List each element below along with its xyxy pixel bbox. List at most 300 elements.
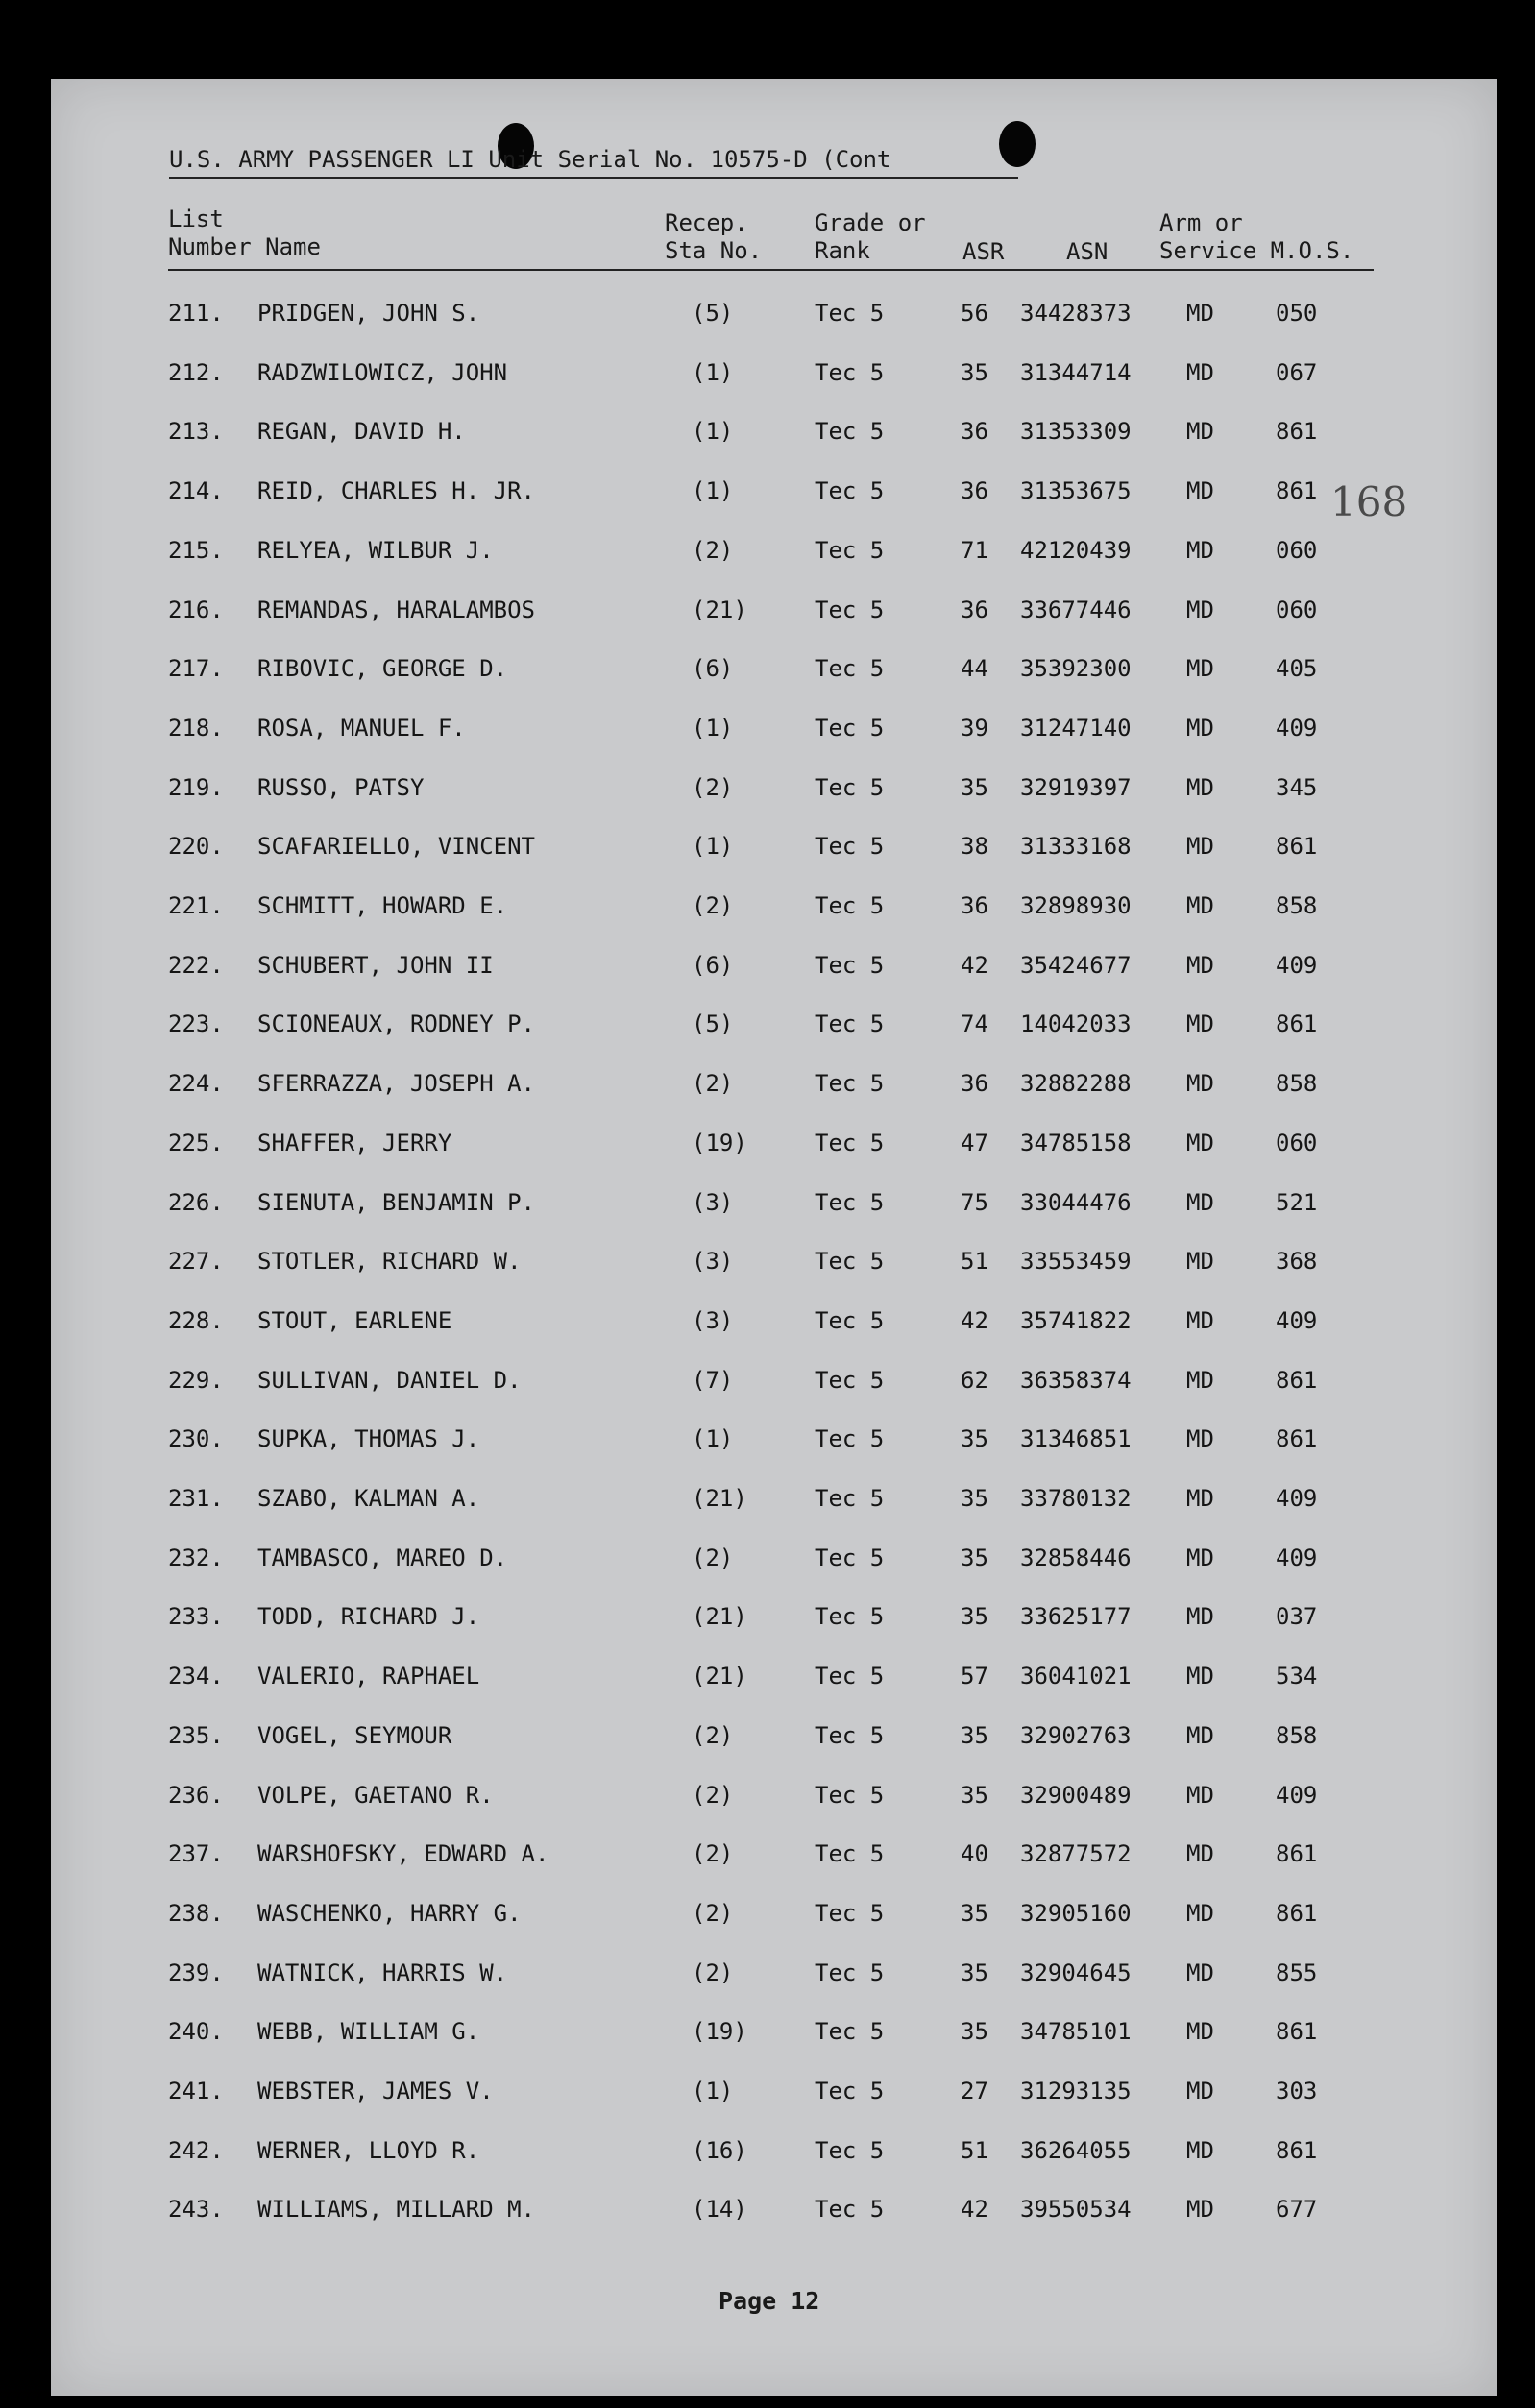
army-serial-number: 33625177 xyxy=(1020,1603,1132,1631)
arm-service: MD xyxy=(1186,1663,1214,1690)
table-row xyxy=(0,1189,1535,1218)
grade-rank: Tec 5 xyxy=(815,1781,885,1809)
arm-service: MD xyxy=(1186,1425,1214,1453)
mos-code: 855 xyxy=(1276,1958,1318,1986)
passenger-name: VOGEL, SEYMOUR xyxy=(257,1721,452,1749)
arm-service: MD xyxy=(1186,596,1214,623)
grade-rank: Tec 5 xyxy=(815,1010,885,1038)
passenger-name: SHAFFER, JERRY xyxy=(257,1129,452,1156)
header-rule xyxy=(168,269,1374,271)
table-row xyxy=(0,892,1535,921)
row-number: 240. xyxy=(168,2018,224,2046)
reception-station: (2) xyxy=(692,1544,734,1571)
col-header-arm-line2: Service M.O.S. xyxy=(1159,237,1354,264)
grade-rank: Tec 5 xyxy=(815,1485,885,1512)
asr-score: 35 xyxy=(961,1781,988,1809)
row-number: 227. xyxy=(168,1248,224,1276)
mos-code: 861 xyxy=(1276,1010,1318,1038)
reception-station: (16) xyxy=(692,2136,747,2164)
table-row xyxy=(0,2196,1535,2225)
mos-code: 067 xyxy=(1276,358,1318,386)
row-number: 213. xyxy=(168,418,224,446)
table-row xyxy=(0,1722,1535,1751)
arm-service: MD xyxy=(1186,2078,1214,2104)
arm-service: MD xyxy=(1186,1485,1214,1512)
table-row xyxy=(0,2078,1535,2106)
grade-rank: Tec 5 xyxy=(815,1899,885,1927)
grade-rank: Tec 5 xyxy=(815,1603,885,1631)
arm-service: MD xyxy=(1186,714,1214,742)
col-header-recep-line2: Sta No. xyxy=(665,237,763,264)
passenger-name: SCHUBERT, JOHN II xyxy=(257,951,494,979)
mos-code: 858 xyxy=(1276,1070,1318,1098)
asr-score: 40 xyxy=(961,1840,988,1868)
table-row xyxy=(0,1603,1535,1632)
asr-score: 38 xyxy=(961,833,988,861)
army-serial-number: 31344714 xyxy=(1020,358,1132,386)
grade-rank: Tec 5 xyxy=(815,655,885,683)
army-serial-number: 31333168 xyxy=(1020,833,1132,861)
arm-service: MD xyxy=(1186,1248,1214,1276)
passenger-name: REGAN, DAVID H. xyxy=(257,418,466,446)
table-row xyxy=(0,1307,1535,1336)
row-number: 229. xyxy=(168,1366,224,1394)
army-serial-number: 32904645 xyxy=(1020,1958,1132,1986)
asr-score: 51 xyxy=(961,1248,988,1276)
table-row xyxy=(0,1425,1535,1454)
table-row xyxy=(0,418,1535,447)
army-serial-number: 32919397 xyxy=(1020,773,1132,801)
row-number: 215. xyxy=(168,536,224,564)
arm-service: MD xyxy=(1186,418,1214,446)
table-row xyxy=(0,359,1535,388)
arm-service: MD xyxy=(1186,1958,1214,1986)
mos-code: 861 xyxy=(1276,1899,1318,1927)
reception-station: (5) xyxy=(692,1010,734,1038)
army-serial-number: 14042033 xyxy=(1020,1010,1132,1038)
arm-service: MD xyxy=(1186,1306,1214,1334)
army-serial-number: 42120439 xyxy=(1020,536,1132,564)
col-header-list-line1: List xyxy=(168,206,224,232)
asr-score: 35 xyxy=(961,1485,988,1512)
asr-score: 27 xyxy=(961,2078,988,2104)
arm-service: MD xyxy=(1186,951,1214,979)
table-row xyxy=(0,1367,1535,1396)
grade-rank: Tec 5 xyxy=(815,833,885,861)
passenger-name: WEBSTER, JAMES V. xyxy=(257,2078,494,2104)
asr-score: 56 xyxy=(961,300,988,327)
army-serial-number: 31293135 xyxy=(1020,2078,1132,2104)
passenger-name: SCAFARIELLO, VINCENT xyxy=(257,833,535,861)
reception-station: (1) xyxy=(692,833,734,861)
row-number: 217. xyxy=(168,655,224,683)
row-number: 214. xyxy=(168,477,224,505)
arm-service: MD xyxy=(1186,477,1214,505)
arm-service: MD xyxy=(1186,1188,1214,1216)
asr-score: 35 xyxy=(961,1544,988,1571)
passenger-name: STOUT, EARLENE xyxy=(257,1306,452,1334)
passenger-name: SCHMITT, HOWARD E. xyxy=(257,892,508,919)
grade-rank: Tec 5 xyxy=(815,1840,885,1868)
army-serial-number: 32877572 xyxy=(1020,1840,1132,1868)
mos-code: 521 xyxy=(1276,1188,1318,1216)
col-header-asr: ASR xyxy=(962,238,1005,265)
army-serial-number: 33677446 xyxy=(1020,596,1132,623)
grade-rank: Tec 5 xyxy=(815,1366,885,1394)
mos-code: 050 xyxy=(1276,300,1318,327)
army-serial-number: 36264055 xyxy=(1020,2136,1132,2164)
grade-rank: Tec 5 xyxy=(815,418,885,446)
row-number: 243. xyxy=(168,2196,224,2224)
grade-rank: Tec 5 xyxy=(815,951,885,979)
asr-score: 42 xyxy=(961,951,988,979)
army-serial-number: 31353675 xyxy=(1020,477,1132,505)
grade-rank: Tec 5 xyxy=(815,1544,885,1571)
reception-station: (21) xyxy=(692,1663,747,1690)
arm-service: MD xyxy=(1186,1070,1214,1098)
row-number: 241. xyxy=(168,2078,224,2104)
table-row xyxy=(0,1840,1535,1869)
grade-rank: Tec 5 xyxy=(815,1306,885,1334)
army-serial-number: 36358374 xyxy=(1020,1366,1132,1394)
row-number: 225. xyxy=(168,1129,224,1156)
passenger-name: WERNER, LLOYD R. xyxy=(257,2136,480,2164)
asr-score: 36 xyxy=(961,596,988,623)
reception-station: (1) xyxy=(692,2078,734,2104)
col-header-list-number xyxy=(168,206,321,261)
grade-rank: Tec 5 xyxy=(815,2078,885,2104)
grade-rank: Tec 5 xyxy=(815,1958,885,1986)
mos-code: 037 xyxy=(1276,1603,1318,1631)
army-serial-number: 33044476 xyxy=(1020,1188,1132,1216)
army-serial-number: 39550534 xyxy=(1020,2196,1132,2224)
reception-station: (1) xyxy=(692,714,734,742)
arm-service: MD xyxy=(1186,1840,1214,1868)
row-number: 221. xyxy=(168,892,224,919)
reception-station: (21) xyxy=(692,596,747,623)
grade-rank: Tec 5 xyxy=(815,536,885,564)
mos-code: 861 xyxy=(1276,2018,1318,2046)
row-number: 232. xyxy=(168,1544,224,1571)
page-number: Page 12 xyxy=(719,2287,820,2315)
mos-code: 409 xyxy=(1276,1485,1318,1512)
passenger-name: REMANDAS, HARALAMBOS xyxy=(257,596,535,623)
asr-score: 35 xyxy=(961,1425,988,1453)
col-header-recep-line1: Recep. xyxy=(665,209,748,236)
grade-rank: Tec 5 xyxy=(815,1663,885,1690)
asr-score: 35 xyxy=(961,1899,988,1927)
asr-score: 36 xyxy=(961,1070,988,1098)
table-row xyxy=(0,833,1535,862)
arm-service: MD xyxy=(1186,892,1214,919)
grade-rank: Tec 5 xyxy=(815,1129,885,1156)
table-row xyxy=(0,1070,1535,1099)
reception-station: (7) xyxy=(692,1366,734,1394)
asr-score: 51 xyxy=(961,2136,988,2164)
col-header-list-line2: Number Name xyxy=(168,233,321,260)
army-serial-number: 35741822 xyxy=(1020,1306,1132,1334)
mos-code: 861 xyxy=(1276,418,1318,446)
col-header-arm-line1: Arm or xyxy=(1159,209,1243,236)
asr-score: 47 xyxy=(961,1129,988,1156)
asr-score: 57 xyxy=(961,1663,988,1690)
table-row xyxy=(0,1663,1535,1691)
passenger-name: RUSSO, PATSY xyxy=(257,773,425,801)
grade-rank: Tec 5 xyxy=(815,358,885,386)
arm-service: MD xyxy=(1186,2196,1214,2224)
mos-code: 861 xyxy=(1276,477,1318,505)
table-row xyxy=(0,774,1535,803)
row-number: 237. xyxy=(168,1840,224,1868)
col-header-grade xyxy=(815,209,926,265)
reception-station: (1) xyxy=(692,477,734,505)
passenger-name: SIENUTA, BENJAMIN P. xyxy=(257,1188,535,1216)
army-serial-number: 31247140 xyxy=(1020,714,1132,742)
asr-score: 36 xyxy=(961,418,988,446)
row-number: 220. xyxy=(168,833,224,861)
asr-score: 62 xyxy=(961,1366,988,1394)
mos-code: 861 xyxy=(1276,1366,1318,1394)
table-row xyxy=(0,1782,1535,1811)
row-number: 238. xyxy=(168,1899,224,1927)
asr-score: 39 xyxy=(961,714,988,742)
grade-rank: Tec 5 xyxy=(815,1070,885,1098)
row-number: 231. xyxy=(168,1485,224,1512)
reception-station: (6) xyxy=(692,951,734,979)
asr-score: 35 xyxy=(961,1603,988,1631)
asr-score: 74 xyxy=(961,1010,988,1038)
row-number: 219. xyxy=(168,773,224,801)
passenger-name: SFERRAZZA, JOSEPH A. xyxy=(257,1070,535,1098)
passenger-name: REID, CHARLES H. JR. xyxy=(257,477,535,505)
reception-station: (21) xyxy=(692,1485,747,1512)
row-number: 242. xyxy=(168,2136,224,2164)
asr-score: 35 xyxy=(961,1721,988,1749)
row-number: 218. xyxy=(168,714,224,742)
asr-score: 35 xyxy=(961,2018,988,2046)
arm-service: MD xyxy=(1186,358,1214,386)
table-row xyxy=(0,477,1535,506)
passenger-name: STOTLER, RICHARD W. xyxy=(257,1248,522,1276)
document-title: U.S. ARMY PASSENGER LI Unit Serial No. 10575-D (Cont xyxy=(169,146,891,173)
asr-score: 75 xyxy=(961,1188,988,1216)
army-serial-number: 34785158 xyxy=(1020,1129,1132,1156)
passenger-name: WASCHENKO, HARRY G. xyxy=(257,1899,522,1927)
asr-score: 36 xyxy=(961,892,988,919)
arm-service: MD xyxy=(1186,1781,1214,1809)
row-number: 230. xyxy=(168,1425,224,1453)
asr-score: 44 xyxy=(961,655,988,683)
passenger-name: TODD, RICHARD J. xyxy=(257,1603,480,1631)
passenger-name: VALERIO, RAPHAEL xyxy=(257,1663,480,1690)
passenger-name: RIBOVIC, GEORGE D. xyxy=(257,655,508,683)
asr-score: 35 xyxy=(961,773,988,801)
reception-station: (5) xyxy=(692,300,734,327)
passenger-name: RELYEA, WILBUR J. xyxy=(257,536,494,564)
reception-station: (2) xyxy=(692,1958,734,1986)
mos-code: 405 xyxy=(1276,655,1318,683)
army-serial-number: 32898930 xyxy=(1020,892,1132,919)
arm-service: MD xyxy=(1186,1721,1214,1749)
grade-rank: Tec 5 xyxy=(815,2196,885,2224)
arm-service: MD xyxy=(1186,2136,1214,2164)
reception-station: (1) xyxy=(692,1425,734,1453)
passenger-name: SCIONEAUX, RODNEY P. xyxy=(257,1010,535,1038)
reception-station: (3) xyxy=(692,1248,734,1276)
army-serial-number: 32902763 xyxy=(1020,1721,1132,1749)
row-number: 212. xyxy=(168,358,224,386)
row-number: 223. xyxy=(168,1010,224,1038)
reception-station: (14) xyxy=(692,2196,747,2224)
reception-station: (21) xyxy=(692,1603,747,1631)
mos-code: 060 xyxy=(1276,1129,1318,1156)
reception-station: (3) xyxy=(692,1188,734,1216)
mos-code: 861 xyxy=(1276,833,1318,861)
army-serial-number: 31346851 xyxy=(1020,1425,1132,1453)
army-serial-number: 34428373 xyxy=(1020,300,1132,327)
arm-service: MD xyxy=(1186,655,1214,683)
asr-score: 35 xyxy=(961,1958,988,1986)
passenger-name: SUPKA, THOMAS J. xyxy=(257,1425,480,1453)
row-number: 233. xyxy=(168,1603,224,1631)
row-number: 211. xyxy=(168,300,224,327)
army-serial-number: 35424677 xyxy=(1020,951,1132,979)
reception-station: (2) xyxy=(692,1721,734,1749)
passenger-name: TAMBASCO, MAREO D. xyxy=(257,1544,508,1571)
table-row xyxy=(0,952,1535,981)
arm-service: MD xyxy=(1186,833,1214,861)
reception-station: (2) xyxy=(692,773,734,801)
army-serial-number: 31353309 xyxy=(1020,418,1132,446)
row-number: 236. xyxy=(168,1781,224,1809)
col-header-recep xyxy=(665,209,762,265)
handwritten-margin-note: 168 xyxy=(1330,478,1408,525)
table-row xyxy=(0,1959,1535,1988)
army-serial-number: 34785101 xyxy=(1020,2018,1132,2046)
mos-code: 858 xyxy=(1276,892,1318,919)
row-number: 224. xyxy=(168,1070,224,1098)
grade-rank: Tec 5 xyxy=(815,596,885,623)
asr-score: 42 xyxy=(961,1306,988,1334)
table-row xyxy=(0,300,1535,328)
arm-service: MD xyxy=(1186,1899,1214,1927)
passenger-name: VOLPE, GAETANO R. xyxy=(257,1781,494,1809)
mos-code: 409 xyxy=(1276,951,1318,979)
passenger-name: WEBB, WILLIAM G. xyxy=(257,2018,480,2046)
passenger-name: RADZWILOWICZ, JOHN xyxy=(257,358,508,386)
grade-rank: Tec 5 xyxy=(815,477,885,505)
passenger-name: ROSA, MANUEL F. xyxy=(257,714,466,742)
reception-station: (19) xyxy=(692,1129,747,1156)
mos-code: 060 xyxy=(1276,596,1318,623)
passenger-name: WATNICK, HARRIS W. xyxy=(257,1958,508,1986)
army-serial-number: 32900489 xyxy=(1020,1781,1132,1809)
grade-rank: Tec 5 xyxy=(815,892,885,919)
reception-station: (2) xyxy=(692,536,734,564)
grade-rank: Tec 5 xyxy=(815,2136,885,2164)
grade-rank: Tec 5 xyxy=(815,1721,885,1749)
grade-rank: Tec 5 xyxy=(815,773,885,801)
army-serial-number: 35392300 xyxy=(1020,655,1132,683)
reception-station: (1) xyxy=(692,358,734,386)
row-number: 216. xyxy=(168,596,224,623)
table-row xyxy=(0,715,1535,743)
mos-code: 345 xyxy=(1276,773,1318,801)
arm-service: MD xyxy=(1186,536,1214,564)
mos-code: 409 xyxy=(1276,1781,1318,1809)
reception-station: (2) xyxy=(692,1070,734,1098)
reception-station: (3) xyxy=(692,1306,734,1334)
mos-code: 861 xyxy=(1276,1425,1318,1453)
row-number: 235. xyxy=(168,1721,224,1749)
reception-station: (2) xyxy=(692,1840,734,1868)
reception-station: (2) xyxy=(692,1899,734,1927)
mos-code: 368 xyxy=(1276,1248,1318,1276)
table-row xyxy=(0,1545,1535,1573)
army-serial-number: 32882288 xyxy=(1020,1070,1132,1098)
col-header-arm xyxy=(1159,209,1353,265)
arm-service: MD xyxy=(1186,2018,1214,2046)
arm-service: MD xyxy=(1186,300,1214,327)
col-header-grade-line1: Grade or xyxy=(815,209,926,236)
mos-code: 861 xyxy=(1276,2136,1318,2164)
reception-station: (1) xyxy=(692,418,734,446)
reception-station: (2) xyxy=(692,892,734,919)
row-number: 226. xyxy=(168,1188,224,1216)
grade-rank: Tec 5 xyxy=(815,1188,885,1216)
table-row xyxy=(0,655,1535,684)
table-row xyxy=(0,1485,1535,1514)
grade-rank: Tec 5 xyxy=(815,1248,885,1276)
mos-code: 409 xyxy=(1276,1306,1318,1334)
table-row xyxy=(0,1900,1535,1929)
arm-service: MD xyxy=(1186,1544,1214,1571)
arm-service: MD xyxy=(1186,1010,1214,1038)
passenger-name: WILLIAMS, MILLARD M. xyxy=(257,2196,535,2224)
grade-rank: Tec 5 xyxy=(815,1425,885,1453)
army-serial-number: 36041021 xyxy=(1020,1663,1132,1690)
title-underline xyxy=(169,177,1018,179)
reception-station: (2) xyxy=(692,1781,734,1809)
grade-rank: Tec 5 xyxy=(815,714,885,742)
passenger-name: SZABO, KALMAN A. xyxy=(257,1485,480,1512)
table-row xyxy=(0,596,1535,625)
army-serial-number: 33553459 xyxy=(1020,1248,1132,1276)
punch-hole-right xyxy=(999,121,1036,167)
mos-code: 534 xyxy=(1276,1663,1318,1690)
mos-code: 858 xyxy=(1276,1721,1318,1749)
table-row xyxy=(0,537,1535,566)
asr-score: 42 xyxy=(961,2196,988,2224)
col-header-asn: ASN xyxy=(1066,238,1109,265)
col-header-grade-line2: Rank xyxy=(815,237,870,264)
table-row xyxy=(0,1248,1535,1277)
grade-rank: Tec 5 xyxy=(815,2018,885,2046)
arm-service: MD xyxy=(1186,1129,1214,1156)
asr-score: 71 xyxy=(961,536,988,564)
grade-rank: Tec 5 xyxy=(815,300,885,327)
reception-station: (19) xyxy=(692,2018,747,2046)
mos-code: 060 xyxy=(1276,536,1318,564)
table-row xyxy=(0,1010,1535,1039)
table-row xyxy=(0,2018,1535,2047)
table-row xyxy=(0,1130,1535,1158)
mos-code: 677 xyxy=(1276,2196,1318,2224)
mos-code: 409 xyxy=(1276,714,1318,742)
army-serial-number: 33780132 xyxy=(1020,1485,1132,1512)
row-number: 228. xyxy=(168,1306,224,1334)
mos-code: 303 xyxy=(1276,2078,1318,2104)
